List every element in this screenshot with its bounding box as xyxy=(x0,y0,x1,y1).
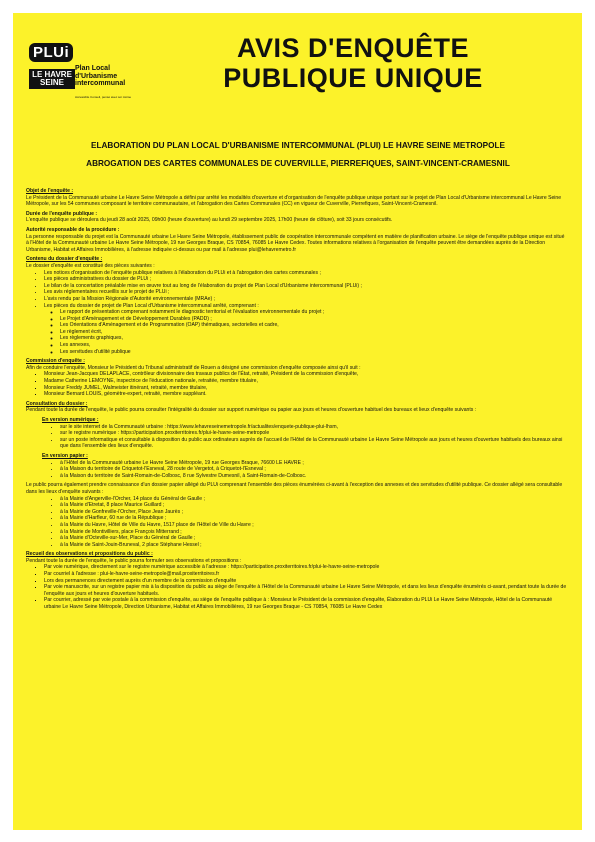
list-item: • Les pièces du dossier de projet de Plan Local d'Urbanisme intercommunal arrêté, comprenant : xyxy=(44,303,567,310)
list-item: ◦ Le règlement écrit, xyxy=(60,329,567,336)
list-item: ▪ Monsieur Freddy JUMEL, Walmeister itinérant, retraité, membre titulaire, xyxy=(44,385,567,392)
list-item: ▪ Par voie numérique, directement sur le registre numérique accessible à l'adresse : https://participation.proxiterritoires.fr/plui-le-havre-seine-metropole xyxy=(44,564,567,571)
list-item: ▪ Par courriel à l'adresse : plui-le-havre-seine-metropole@mail.proxiterritoires.fr xyxy=(44,571,567,578)
contenu-list xyxy=(26,270,567,310)
plui-logo xyxy=(29,43,132,123)
list-item: • L'avis rendu par la Mission Régionale d'Autorité environnementale (MRAe) ; xyxy=(44,296,567,303)
list-item: ▪ Madame Catherine LEMOYNE, inspectrice de l'éducation nationale, retraitée, membre titulaire, xyxy=(44,378,567,385)
recueil-heading: Recueil des observations et propositions du public : xyxy=(26,551,153,558)
contenu-intro: Le dossier d'enquête est constitué des pièces suivantes : xyxy=(26,262,155,269)
notice-subtitle xyxy=(33,137,563,173)
list-item: ▪ Lors des permanences directement auprès d'un membre de la commission d'enquête xyxy=(44,578,567,585)
list-item: • à la Mairie de Saint-Jouin-Bruneval, 2 place Stéphane Hessel ; xyxy=(60,542,567,549)
contenu-sublist xyxy=(26,309,567,355)
list-item: • à l'Hôtel de la Communauté urbaine Le Havre Seine Métropole, 19 rue Georges Braque, 76600 LE HAVRE ; xyxy=(60,460,567,467)
list-item: ◦ Le rapport de présentation comprenant notamment le diagnostic territorial et l'évaluation environnementale du projet ; xyxy=(60,309,567,316)
title-line-1: AVIS D'ENQUÊTE xyxy=(237,33,469,63)
list-item: • à la Mairie du Havre, Hôtel de Ville du Havre, 1517 place de l'Hôtel de Ville du Havre ; xyxy=(60,522,567,529)
list-item: • à la Mairie de Montivilliers, place François Mitterrand ; xyxy=(60,529,567,536)
contenu-heading: Contenu du dossier d'enquête : xyxy=(26,256,103,263)
plui-logo-mark: PLUi xyxy=(29,43,73,62)
list-item: ◦ Les Orientations d'Aménagement et de Programmation (OAP) thématiques, sectorielles et cadre, xyxy=(60,322,567,329)
mairies-list xyxy=(26,496,567,549)
list-item: • à la Mairie d'Octeville-sur-Mer, Place du Général de Gaulle ; xyxy=(60,535,567,542)
list-item: • sur le site internet de la Communauté urbaine : https://www.lehavreseinemetropole.fr/actualites/enquete-publique-plui-lhsm, xyxy=(60,424,567,431)
commission-intro: Afin de conduire l'enquête, Monsieur le Président du Tribunal administratif de Rouen a désigné une commission d'enquête composée ainsi qu'il suit : xyxy=(26,364,361,371)
commission-heading: Commission d'enquête : xyxy=(26,358,85,365)
list-item: • Les avis réglementaires recueillis sur le projet de PLUi ; xyxy=(44,289,567,296)
list-item: • à la Maison du territoire de Saint-Romain-de-Colbosc, 8 rue Sylvestre Dumesnil, à Saint-Romain-de-Colbosc. xyxy=(60,473,567,480)
list-item: • à la Mairie d'Etretat, 8 place Maurice Guillard ; xyxy=(60,502,567,509)
list-item: ▪ Par voie manuscrite, sur un registre papier mis à la disposition du public au siège de l'enquête à l'Hôtel de la Communauté urbaine Le Havre Seine Métropole, et dans les lieux d'enquête énumérés ci-avant, pendant toute la durée de l'enquête aux jours et heures d'ouverture habituels. xyxy=(44,584,567,597)
notice-body xyxy=(26,185,567,611)
list-item: • à la Maison du territoire de Criquetot-l'Esneval, 28 route de Vergetot, à Criquetot-l'Esneval ; xyxy=(60,466,567,473)
subtitle-line-2: ABROGATION DES CARTES COMMUNALES DE CUVERVILLE, PIERREFIQUES, SAINT-VINCENT-CRAMESNIL xyxy=(86,159,510,168)
list-item: ◦ Le Projet d'Aménagement et de Développement Durables (PADD) ; xyxy=(60,316,567,323)
list-item: ▪ Par courrier, adressé par voie postale à la commission d'enquête, au siège de l'enquête publique à : Monsieur le Président de la commission d'enquête, Élaboration du PLUi Le Havre Seine Métropole, Hôtel de la Communauté urbaine Le Havre Seine Métropole, Direction Urbanisme, Habitat et Affaires Immobilières, 19 rue Georges Braque - CS 70854, 76085 Le Havre Cedex xyxy=(44,597,567,610)
list-item: • Les notices d'organisation de l'enquête publique relatives à l'élaboration du PLUi et à l'abrogation des cartes communales ; xyxy=(44,270,567,277)
duree-heading: Durée de l'enquête publique : xyxy=(26,210,98,217)
list-item: ◦ Les annexes, xyxy=(60,342,567,349)
autorite-text: La personne responsable du projet est la Communauté urbaine Le Havre Seine Métropole, établissement public de coopération intercommunale compétent en matière de planification urbaine. Le siège de l'enquête publique unique est situé à l'Hôtel de la Communauté urbaine Le Havre Seine Métropole, 19 rue Georges Braque, CS 70854, 76085 Le Havre Cedex. Toutes informations relatives à l'organisation de l'enquête peuvent être demandées auprès de la Direction Urbanisme, Habitat et Affaires Immobilières, à l'adresse indiquée ci-dessus ou par mail à l'adresse plui@lehavremetro.fr xyxy=(26,233,565,253)
numerique-heading: En version numérique : xyxy=(42,417,99,423)
notice-title xyxy=(163,33,543,93)
consultation-intro: Pendant toute la durée de l'enquête, le public pourra consulter l'intégralité du dossier sur support numérique ou papier aux jours et heures d'ouverture habituel des bureaux et lieux d'enquête suivants : xyxy=(26,407,477,414)
papier-list xyxy=(26,460,567,480)
list-item: ▪ Monsieur Jean-Jacques DELAPLACE, contrôleur divisionnaire des travaux publics de l'État, retraité, Président de la commission d'enquête, xyxy=(44,371,567,378)
le-havre-seine-logo: LE HAVRE SEINE xyxy=(29,69,75,89)
numerique-list xyxy=(26,424,567,450)
duree-text: L'enquête publique se déroulera du jeudi 28 août 2025, 09h00 (heure d'ouverture) au lundi 29 septembre 2025, 17h00 (heure de clôture), soit 33 jours consécutifs. xyxy=(26,217,393,224)
subtitle-line-1: ELABORATION DU PLAN LOCAL D'URBANISME INTERCOMMUNAL (PLUI) LE HAVRE SEINE METROPOLE xyxy=(91,141,505,150)
plan-local-label: Plan Local d'Urbanisme intercommunal xyxy=(75,65,126,87)
papier-heading: En version papier : xyxy=(42,452,88,459)
mairies-intro: Le public pourra également prendre connaissance d'un dossier papier allégé du PLUi comprenant l'ensemble des pièces énumérées ci-avant à l'exception des annexes et des servitudes d'utilité publique. Ce dossier allégé sera consultable dans les lieux d'enquête suivants : xyxy=(26,482,563,495)
objet-text: Le Président de la Communauté urbaine Le Havre Seine Métropole a défini par arrêté les modalités d'ouverture et d'organisation de l'enquête publique unique portant sur le projet de Plan Local d'Urbanisme intercommunal Le Havre Seine Métropole, sur les 54 communes composant le territoire communautaire, et l'abrogation des Cartes Communales (CC) en vigueur de Cuverville, Pierrefiques, Saint-Vincent-Cramesnil. xyxy=(26,194,562,208)
autorite-heading: Autorité responsable de la procédure : xyxy=(26,226,120,233)
list-item: • à la Mairie d'Angerville-l'Orcher, 14 place du Général de Gaulle ; xyxy=(60,496,567,503)
objet-heading: Objet de l'enquête : xyxy=(26,188,74,194)
recueil-intro: Pendant toute la durée de l'enquête, le public pourra formuler ses observations et propositions : xyxy=(26,557,242,564)
notice-poster xyxy=(13,13,582,830)
list-item: ◦ Les servitudes d'utilité publique xyxy=(60,349,567,356)
consultation-heading: Consultation du dossier : xyxy=(26,400,88,407)
list-item: • Le bilan de la concertation préalable mise en œuvre tout au long de l'élaboration du projet de Plan Local d'Urbanisme intercommunal (PLUi) ; xyxy=(44,283,567,290)
list-item: ◦ Les règlements graphiques, xyxy=(60,335,567,342)
title-line-2: PUBLIQUE UNIQUE xyxy=(223,63,483,93)
list-item: • sur un poste informatique et consultable à disposition du public aux ordinateurs auprès de l'accueil de l'Hôtel de la Communauté urbaine Le Havre Seine Métropole aux jours et heures d'ouverture habituels des bureaux ainsi que dans l'ensemble des lieux d'enquête. xyxy=(60,437,567,450)
list-item: • sur le registre numérique : https://participation.proxiterritoires.fr/plui-le-havre-seine-metropole xyxy=(60,430,567,437)
list-item: ▪ Monsieur Bernard LOUIS, géomètre-expert, retraité, membre suppléant. xyxy=(44,391,567,398)
commission-list xyxy=(26,371,567,397)
recueil-list xyxy=(26,564,567,610)
list-item: • à la Mairie d'Harfleur, 60 rue de la République ; xyxy=(60,515,567,522)
list-item: • Les pièces administratives du dossier de PLUi ; xyxy=(44,276,567,283)
list-item: • à la Mairie de Gonfreville-l'Orcher, Place Jean Jaurès ; xyxy=(60,509,567,516)
logo-tagline: Accessible Conseil, pensé avec soi même xyxy=(75,95,132,99)
